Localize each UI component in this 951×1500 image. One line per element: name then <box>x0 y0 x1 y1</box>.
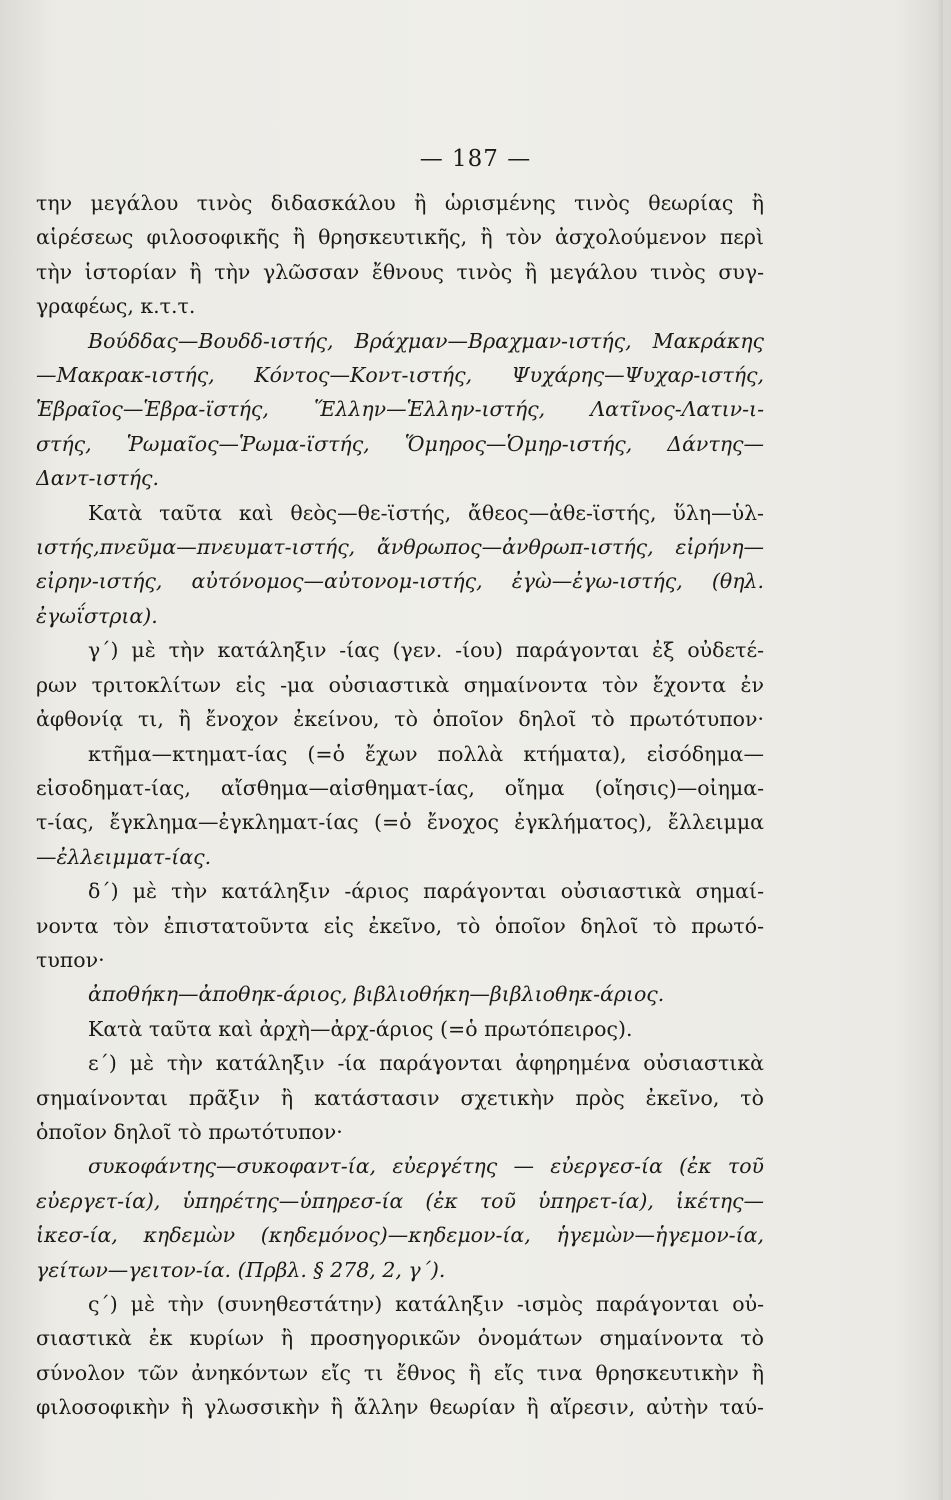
text-line: γ´) μὲ τὴν κατάληξιν -ίας (γεν. -ίου) παράγονται ἐξ οὐδετέ- <box>88 638 764 663</box>
text-line: σημαίνονται πρᾶξιν ἢ κατάστασιν σχετικὴν πρὸς ἐκεῖνο, τὸ <box>36 1085 764 1110</box>
text-line: —Μακρακ-ιστής, Κόντος—Κοντ-ιστής, Ψυχάρης—Ψυχαρ-ιστής, <box>36 363 764 388</box>
text-line: νοντα τὸν ἐπιστατοῦντα εἰς ἐκεῖνο, τὸ ὁποῖον δηλοῖ τὸ πρωτό- <box>36 913 764 938</box>
text-line: τὴν ἱστορίαν ἢ τὴν γλῶσσαν ἔθνους τινὸς ἢ μεγάλου τινὸς συγ- <box>36 259 764 284</box>
text-line: αἱρέσεως φιλοσοφικῆς ἢ θρησκευτικῆς, ἢ τὸν ἀσχολούμενον περὶ <box>36 225 764 250</box>
text-line: Κατὰ ταῦτα καὶ θεὸς—θε-ϊστής, ἄθεος—ἀθε-ϊστής, ὕλη—ὑλ- <box>88 500 764 525</box>
text-line: συκοφάντης—συκοφαντ-ία, εὐεργέτης — εὐεργεσ-ία (ἐκ τοῦ <box>88 1154 764 1179</box>
text-line: στής, Ῥωμαῖος—Ῥωμα-ϊστής, Ὅμηρος—Ὁμηρ-ιστής, Δάντης— <box>36 431 764 456</box>
text-line: την μεγάλου τινὸς διδασκάλου ἢ ὡρισμένης τινὸς θεωρίας ἢ <box>36 191 764 215</box>
text-line: ὁποῖον δηλοῖ τὸ πρωτότυπον· <box>36 1119 343 1144</box>
text-line: σύνολον τῶν ἀνηκόντων εἴς τι ἔθνος ἢ εἴς τινα θρησκευτικὴν ἢ <box>36 1360 764 1385</box>
text-line: —ἐλλειμματ-ίας. <box>36 844 212 869</box>
text-line: δ´) μὲ τὴν κατάληξιν -άριος παράγονται οὐσιαστικὰ σημαί- <box>88 879 764 904</box>
text-line: Βούδδας—Βουδδ-ιστής, Βράχμαν—Βραχμαν-ιστής, Μακράκης <box>88 328 764 353</box>
text-line: εἰσοδηματ-ίας, αἴσθημα—αἰσθηματ-ίας, οἴημα (οἴησις)—οἰημα- <box>36 775 764 800</box>
text-line: ς´) μὲ τὴν (συνηθεστάτην) κατάληξιν -ισμὸς παράγονται οὐ- <box>88 1292 764 1316</box>
text-line: ἱκεσ-ία, κηδεμὼν (κηδεμόνος)—κηδεμον-ία, ἡγεμὼν—ἡγεμον-ία, <box>36 1223 764 1248</box>
text-line: ἐγωΐστρια). <box>36 603 158 628</box>
page-edge-shadow <box>937 0 943 1500</box>
text-line: Ἑβραῖος—Ἑβρα-ϊστής, Ἕλλην—Ἑλλην-ιστής, Λατῖνος-Λατιν-ι- <box>36 397 764 422</box>
body-text <box>36 186 764 1425</box>
text-line: εὐεργετ-ία), ὑπηρέτης—ὑπηρεσ-ία (ἐκ τοῦ ὑπηρετ-ία), ἱκέτης— <box>36 1188 764 1213</box>
text-line: ε´) μὲ τὴν κατάληξιν -ία παράγονται ἀφηρημένα οὐσιαστικὰ <box>88 1051 764 1076</box>
page-number: — 187 — <box>419 146 532 172</box>
text-line: γραφέως, κ.τ.τ. <box>36 294 196 319</box>
text-line: κτῆμα—κτηματ-ίας (=ὁ ἔχων πολλὰ κτήματα), εἰσόδημα— <box>88 741 764 766</box>
text-line: εἰρην-ιστής, αὐτόνομος—αὐτονομ-ιστής, ἐγὼ—ἐγω-ιστής, (θηλ. <box>36 569 764 594</box>
text-line: φιλοσοφικὴν ἢ γλωσσικὴν ἢ ἄλλην θεωρίαν ἢ αἵρεσιν, αὐτὴν ταύ- <box>36 1395 764 1420</box>
text-line: ἀφθονίᾳ τι, ἢ ἔνοχον ἐκείνου, τὸ ὁποῖον δηλοῖ τὸ πρωτότυπον· <box>36 707 764 732</box>
text-line: τυπον· <box>36 947 105 972</box>
text-line: ιστής,πνεῦμα—πνευματ-ιστής, ἄνθρωπος—ἀνθρωπ-ιστής, εἰρήνη— <box>36 535 764 560</box>
text-line: ρων τριτοκλίτων εἰς -μα οὐσιαστικὰ σημαίνοντα τὸν ἔχοντα ἐν <box>36 672 764 697</box>
text-line: Κατὰ ταῦτα καὶ ἀρχὴ—ἀρχ-άριος (=ὁ πρωτόπειρος). <box>88 1016 633 1041</box>
text-line: Δαντ-ιστής. <box>36 466 160 491</box>
text-line: σιαστικὰ ἐκ κυρίων ἢ προσηγορικῶν ὀνομάτων σημαίνοντα τὸ <box>36 1326 764 1351</box>
text-line: τ-ίας, ἔγκλημα—ἐγκληματ-ίας (=ὁ ἔνοχος ἐγκλήματος), ἔλλειμμα <box>36 810 764 835</box>
text-line: ἀποθήκη—ἀποθηκ-άριος, βιβλιοθήκη—βιβλιοθηκ-άριος. <box>88 982 665 1007</box>
text-line: γείτων—γειτον-ία. (Πρβλ. § 278, 2, γ´). <box>36 1257 446 1282</box>
